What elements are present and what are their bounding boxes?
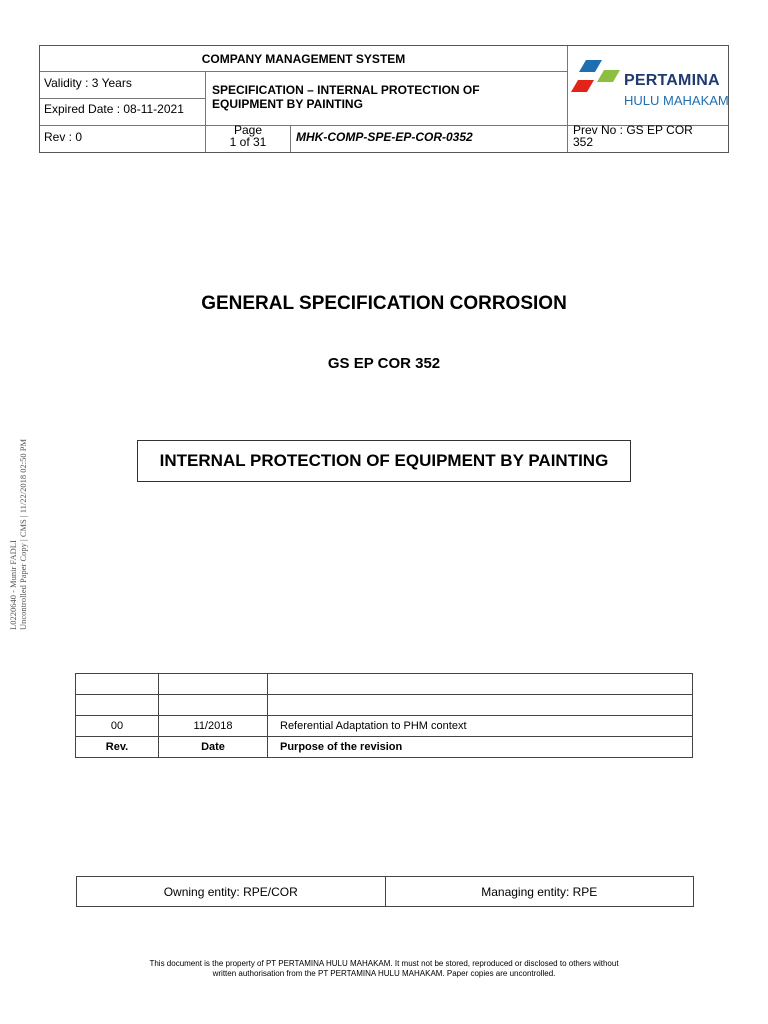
main-title: GENERAL SPECIFICATION CORROSION — [201, 293, 567, 314]
previous-number-line: 352 — [573, 135, 594, 149]
date-header: Date — [159, 737, 268, 758]
page-label: Page — [233, 123, 263, 137]
specification-title-line: EQUIPMENT BY PAINTING — [212, 97, 363, 111]
table-row — [76, 716, 693, 737]
purpose-cell — [268, 674, 693, 695]
purpose-cell — [268, 695, 693, 716]
revision-number: Rev : 0 — [44, 130, 83, 144]
specification-title-line: SPECIFICATION – INTERNAL PROTECTION OF — [212, 83, 480, 97]
managing-entity: Managing entity: RPE — [385, 877, 694, 907]
date-cell — [159, 674, 268, 695]
system-title: COMPANY MANAGEMENT SYSTEM — [201, 51, 406, 66]
divider — [40, 71, 567, 72]
logo-name: PERTAMINA — [624, 72, 720, 89]
stamp-line: L0220640 - Munir FADLI — [8, 540, 18, 630]
uncontrolled-copy-stamp — [8, 439, 28, 630]
owning-entity: Owning entity: RPE/COR — [77, 877, 386, 907]
table-row — [77, 877, 694, 907]
footer-line: This document is the property of PT PERTAMINA HULU MAHAKAM. It must not be stored, reproduced or disclosed to others without — [149, 959, 619, 968]
table-row — [76, 695, 693, 716]
divider — [40, 98, 205, 99]
entity-table — [76, 876, 694, 907]
purpose-header: Purpose of the revision — [268, 737, 693, 758]
rev-cell — [76, 695, 159, 716]
page-indicator — [206, 124, 290, 148]
rev-cell — [76, 674, 159, 695]
logo-subname: HULU MAHAKAM — [624, 93, 729, 108]
table-header-row — [76, 737, 693, 758]
date-cell — [159, 695, 268, 716]
validity: Validity : 3 Years — [44, 76, 132, 90]
confidentiality-footer — [0, 959, 768, 979]
rev-cell: 00 — [76, 716, 159, 737]
previous-number — [573, 124, 723, 148]
table-row — [76, 674, 693, 695]
previous-number-line: Prev No : GS EP COR — [573, 123, 693, 137]
revision-table — [75, 673, 693, 758]
purpose-cell: Referential Adaptation to PHM context — [268, 716, 693, 737]
specification-title — [212, 83, 512, 111]
document-subject-box: INTERNAL PROTECTION OF EQUIPMENT BY PAINTING — [137, 440, 631, 482]
pertamina-logo-icon — [570, 58, 622, 106]
stamp-line: Uncontrolled Paper Copy | CMS | 11/22/2018 02:50 PM — [18, 438, 28, 630]
divider — [290, 125, 291, 152]
footer-line: written authorisation from the PT PERTAMINA HULU MAHAKAM. Paper copies are uncontrolled. — [212, 969, 556, 978]
expired-date: Expired Date : 08-11-2021 — [44, 102, 184, 116]
divider — [567, 46, 568, 152]
date-cell: 11/2018 — [159, 716, 268, 737]
rev-header: Rev. — [76, 737, 159, 758]
sub-title: GS EP COR 352 — [327, 355, 441, 372]
company-logo — [570, 58, 730, 114]
document-header — [39, 45, 729, 153]
document-code: MHK-COMP-SPE-EP-COR-0352 — [296, 130, 473, 144]
page-value: 1 of 31 — [229, 135, 267, 149]
